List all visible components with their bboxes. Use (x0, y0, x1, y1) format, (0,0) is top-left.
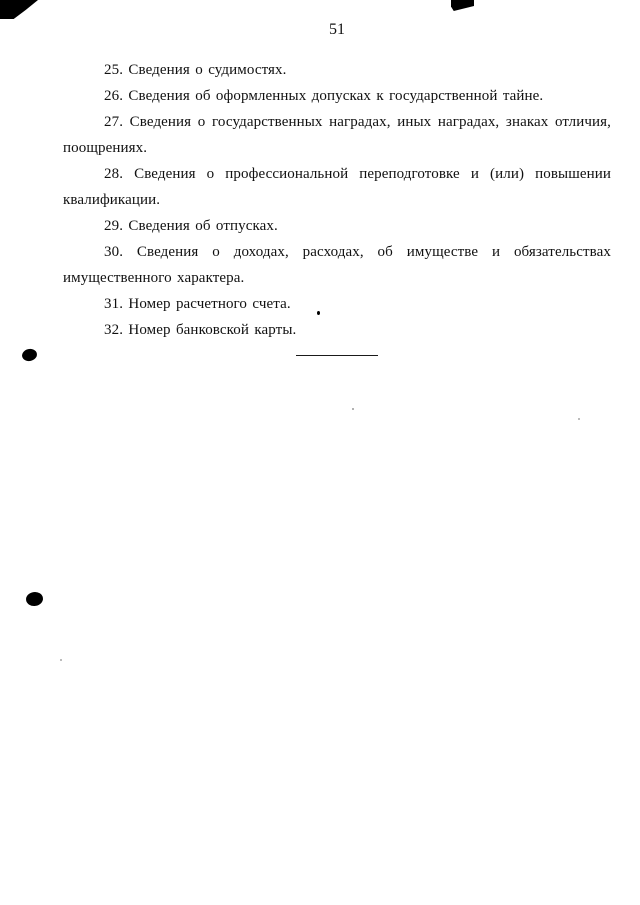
list-item-27: 27. Сведения о государственных наградах, иных наградах, знаках отличия, поощрениях. (63, 114, 611, 156)
page-content (63, 20, 611, 356)
scan-artifact-dot-1 (21, 348, 38, 363)
scan-speck (578, 418, 580, 420)
list-item-26: 26. Сведения об оформленных допусках к государственной тайне. (104, 88, 544, 104)
list-item-29: 29. Сведения об отпусках. (104, 218, 278, 234)
scan-artifact-dot-2 (25, 591, 44, 607)
list-item-28: 28. Сведения о профессиональной переподготовке и (или) повышении квалификации. (63, 166, 611, 208)
scan-speck (60, 659, 62, 661)
list-item-31: 31. Номер расчетного счета. (104, 296, 291, 312)
list-item-32: 32. Номер банковской карты. (104, 322, 297, 338)
page-number: 51 (329, 21, 345, 38)
scan-artifact-top-right (451, 0, 474, 11)
scan-speck (352, 408, 354, 410)
list-item-25: 25. Сведения о судимостях. (104, 62, 287, 78)
list-item-30: 30. Сведения о доходах, расходах, об имуществе и обязательствах имущественного характера. (63, 244, 611, 286)
scan-artifact-top-left (0, 0, 38, 19)
horizontal-rule (296, 355, 378, 356)
